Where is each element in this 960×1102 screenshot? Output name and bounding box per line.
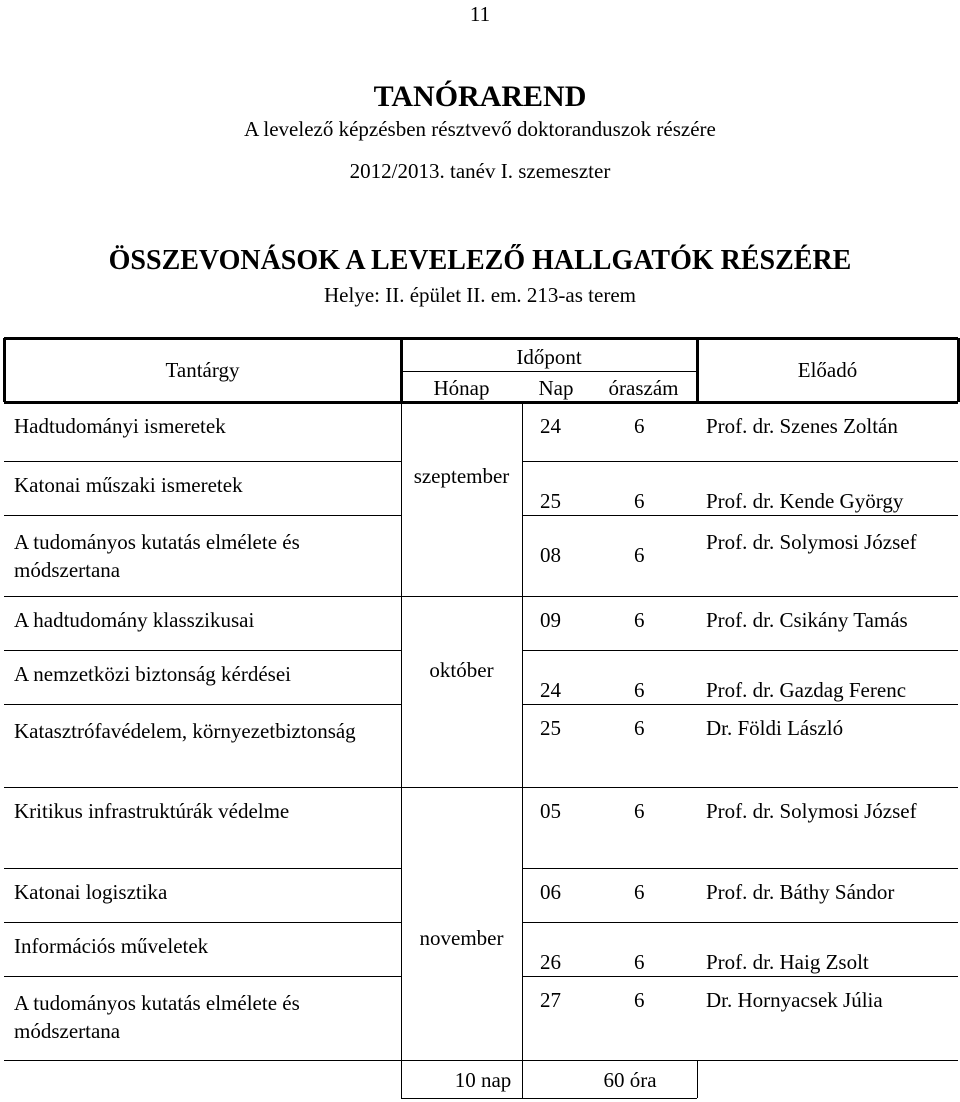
month-column-right [522, 402, 523, 1098]
lecturer-cell: Dr. Földi László [706, 716, 844, 740]
hours-header: óraszám [608, 376, 679, 400]
lecturer-cell: Prof. dr. Csikány Tamás [706, 608, 908, 632]
subject-cell: Kritikus infrastruktúrák védelme [14, 799, 290, 823]
lecturer-cell: Prof. dr. Solymosi József [706, 530, 917, 554]
row-separator [4, 787, 958, 788]
lecturer-cell: Prof. dr. Gazdag Ferenc [706, 678, 907, 702]
day-cell: 06 [540, 880, 561, 904]
hours-cell: 6 [634, 678, 645, 702]
day-cell: 24 [540, 414, 561, 438]
subject-cell: A hadtudomány klasszikusai [14, 608, 255, 632]
totals-right-border [697, 1060, 698, 1098]
totals-bottom-border [401, 1098, 697, 1099]
day-cell: 25 [540, 489, 561, 513]
subject-cell: A tudományos kutatás elmélete és módszertana [14, 530, 300, 582]
hours-cell: 6 [634, 414, 645, 438]
lecturer-header: Előadó [797, 358, 858, 382]
hours-cell: 6 [634, 988, 645, 1012]
row-separator [522, 650, 958, 651]
page-title: TANÓRAREND [373, 80, 587, 113]
row-separator [522, 976, 958, 977]
hours-cell: 6 [634, 799, 645, 823]
row-separator [4, 596, 958, 597]
lecturer-cell: Prof. dr. Báthy Sándor [706, 880, 895, 904]
lecturer-cell: Prof. dr. Haig Zsolt [706, 950, 869, 974]
section-title: ÖSSZEVONÁSOK A LEVELEZŐ HALLGATÓK RÉSZÉRE [108, 245, 852, 276]
location-label: Helye: II. épület II. em. 213-as terem [324, 283, 636, 307]
day-cell: 24 [540, 678, 561, 702]
row-separator [522, 515, 958, 516]
lecturer-cell: Prof. dr. Kende György [706, 489, 904, 513]
row-separator [522, 704, 958, 705]
row-separator [4, 704, 401, 705]
hours-cell: 6 [634, 608, 645, 632]
lecturer-cell: Prof. dr. Solymosi József [706, 799, 917, 823]
table-top-border [4, 337, 958, 340]
time-header: Időpont [516, 345, 582, 369]
month-cell: november [419, 926, 504, 950]
hours-cell: 6 [634, 489, 645, 513]
lecturer-cell: Dr. Hornyacsek Júlia [706, 988, 883, 1012]
hours-cell: 6 [634, 950, 645, 974]
page-subtitle: A levelező képzésben résztvevő doktoranduszok részére [244, 117, 716, 141]
hours-cell: 6 [634, 716, 645, 740]
subject-cell: Katonai műszaki ismeretek [14, 473, 243, 497]
total-hours-cell: 60 óra [603, 1068, 657, 1092]
subject-cell: Katonai logisztika [14, 880, 168, 904]
row-separator [4, 650, 401, 651]
day-cell: 05 [540, 799, 561, 823]
subject-cell: A nemzetközi biztonság kérdései [14, 662, 291, 686]
table-body-bottom [4, 1060, 958, 1061]
month-cell: szeptember [413, 464, 510, 488]
time-header-divider [401, 371, 697, 372]
row-separator [4, 515, 401, 516]
subject-header: Tantárgy [165, 358, 240, 382]
row-separator [522, 922, 958, 923]
day-cell: 26 [540, 950, 561, 974]
row-separator [4, 868, 401, 869]
page-number: 11 [469, 2, 491, 26]
month-column-left [401, 402, 402, 1098]
month-header: Hónap [433, 376, 490, 400]
row-separator [4, 922, 401, 923]
day-cell: 27 [540, 988, 561, 1012]
semester-label: 2012/2013. tanév I. szemeszter [349, 159, 611, 183]
subject-cell: A tudományos kutatás elmélete és módszertana [14, 991, 300, 1043]
day-cell: 25 [540, 716, 561, 740]
row-separator [4, 461, 401, 462]
month-cell: október [429, 658, 494, 682]
subject-cell: Információs műveletek [14, 934, 209, 958]
row-separator [4, 976, 401, 977]
hours-cell: 6 [634, 543, 645, 567]
total-days-cell: 10 nap [454, 1068, 512, 1092]
day-cell: 08 [540, 543, 561, 567]
row-separator [522, 461, 958, 462]
subject-cell: Katasztrófavédelem, környezetbiztonság [14, 719, 356, 743]
lecturer-cell: Prof. dr. Szenes Zoltán [706, 414, 898, 438]
day-header: Nap [538, 376, 574, 400]
row-separator [522, 868, 958, 869]
day-cell: 09 [540, 608, 561, 632]
subject-cell: Hadtudományi ismeretek [14, 414, 226, 438]
hours-cell: 6 [634, 880, 645, 904]
